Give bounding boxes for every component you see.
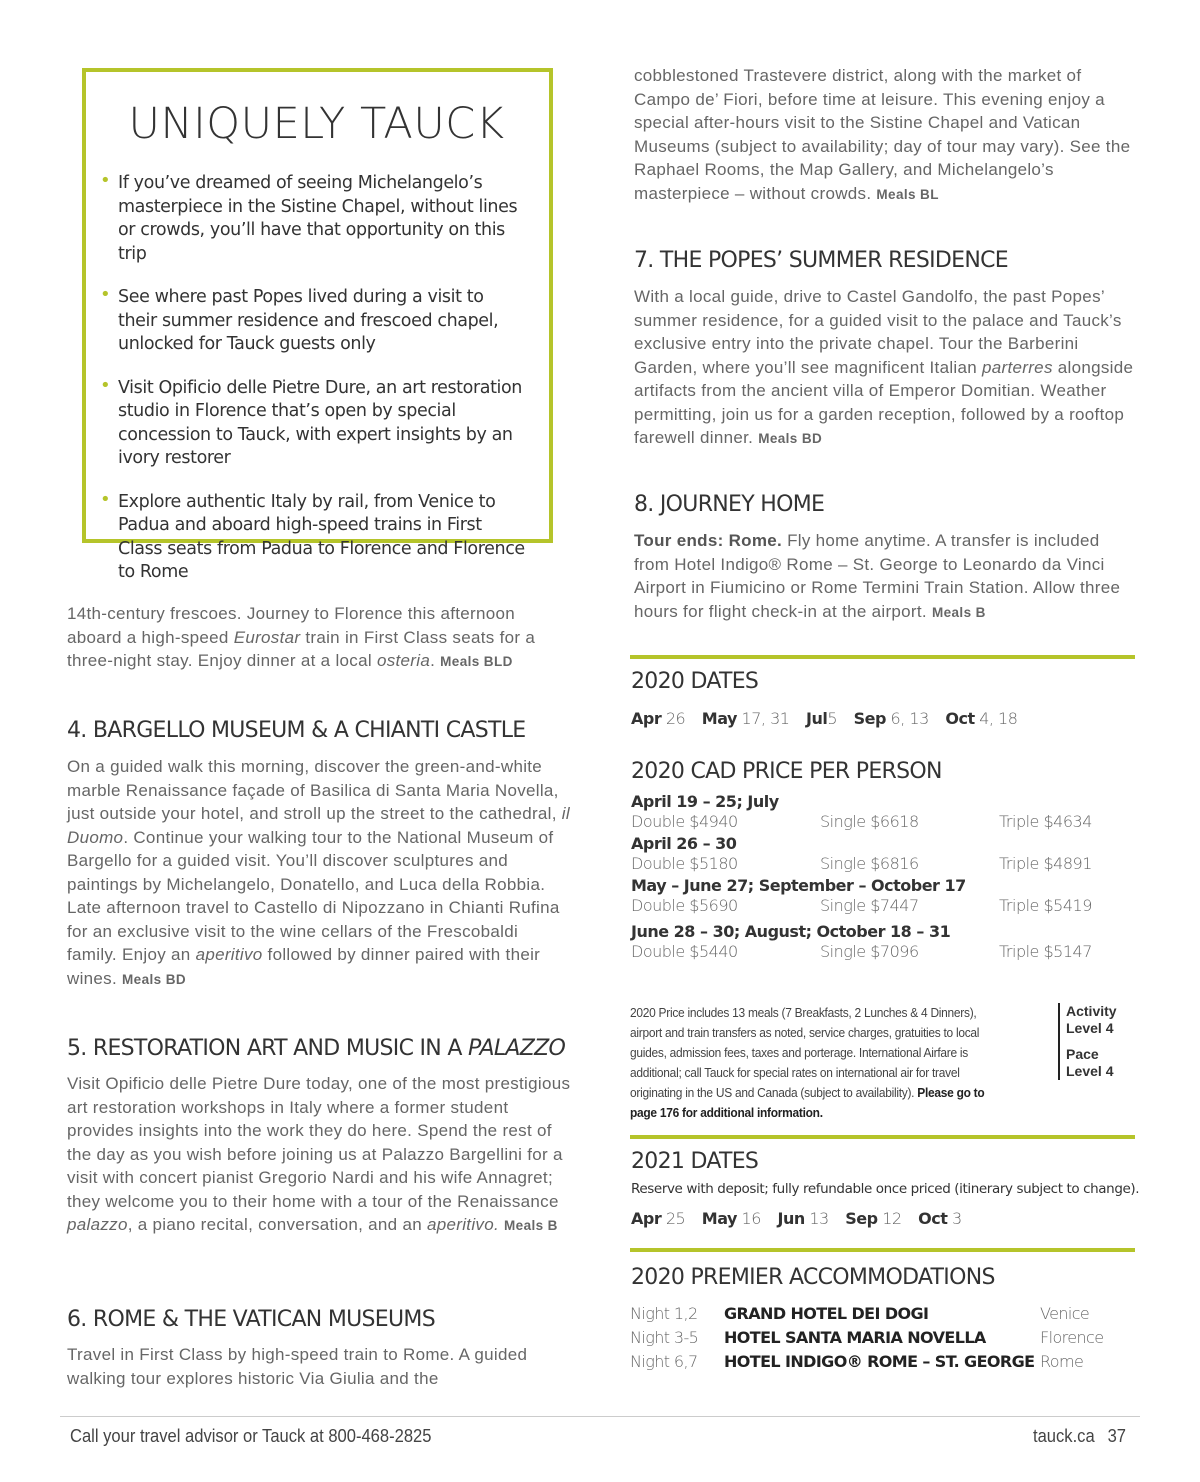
day6-body: Travel in First Class by high-speed train to Rome. A guided walking tour explores historic Via Giulia and the bbox=[67, 1345, 528, 1388]
day7-body: With a local guide, drive to Castel Gandolfo, the past Popes’ summer residence, for a guided visit to the palace and Tauck’s exclusive entry into the private chapel. Tour the Barberini Garden, where you’ll see magnificent Italian parterres alongside artifacts from the ancient villa of Emperor Domitian. Weather permitting, join us for a garden reception, followed by a rooftop farewell dinner. Meals BD bbox=[634, 287, 1134, 447]
bullet-icon: • bbox=[100, 170, 111, 191]
accommodations-table bbox=[630, 1304, 1135, 1376]
day4-body: On a guided walk this morning, discover the green-and-white marble Renaissance façade of Basilica di Santa Maria Novella, just outside your hotel, and stroll up the street to the cathedral, il Duomo. Continue your walking tour to the National Museum of Bargello for a guided visit. You’ll discover sculptures and paintings by Michelangelo, Donatello, and Luca della Robbia. Late afternoon travel to Castello di Nipozzano in Chianti Rufina for an exclusive visit to the wine cellars of the Frescobaldi family. Enjoy an aperitivo followed by dinner paired with their wines. Meals BD bbox=[67, 757, 570, 988]
day6-continuation: cobblestoned Trastevere district, along with the market of Campo de’ Fiori, before time at leisure. This evening enjoy a special after-hours visit to the Sistine Chapel and Vatican Museums (subject to availability; day of tour may vary). See the Raphael Rooms, the Map Gallery, and Michelangelo’s masterpiece – without crowds. Meals BL bbox=[634, 66, 1131, 203]
day5-body: Visit Opificio delle Pietre Dure today, one of the most prestigious art restoration workshops in Italy where a former student provides insights into the work they do here. Spend the rest of the day as you wish before joining us at Palazzo Bargellini for a visit with concert pianist Gregorio Nardi and his wife Annagret; they welcome you to their home with a tour of the Renaissance palazzo, a piano recital, conversation, and an aperitivo. Meals B bbox=[67, 1074, 571, 1234]
meals-label: Meals BLD bbox=[440, 654, 513, 669]
meals-label: Meals B bbox=[931, 604, 986, 620]
day6-heading: 6. ROME & THE VATICAN MUSEUMS bbox=[67, 1307, 435, 1332]
footer-site bbox=[1033, 1426, 1126, 1447]
meals-label: Meals BD bbox=[758, 431, 823, 446]
price-table bbox=[631, 792, 1111, 964]
price-period: April 26 – 30 bbox=[631, 834, 737, 853]
list-item: • If you’ve dreamed of seeing Michelangelo’s masterpiece in the Sistine Chapel, without lines or crowds, you’ll have that opportunity on this trip bbox=[100, 170, 518, 264]
list-item: • Visit Opificio delle Pietre Dure, an art restoration studio in Florence that’s open by special concession to Tauck, with expert insights by an ivory restorer bbox=[100, 374, 522, 468]
table-row: Double $5690 Single $7447 Triple $5419 bbox=[631, 896, 1092, 915]
dates-2021-heading: 2021 DATES bbox=[631, 1149, 759, 1174]
table-row: Night 3-5 HOTEL SANTA MARIA NOVELLA Florence bbox=[630, 1328, 1104, 1347]
bullet-icon: • bbox=[100, 284, 111, 305]
uniquely-tauck-title: UNIQUELY TAUCK bbox=[128, 99, 505, 149]
activity-pace-level: Activity Level 4 Pace Level 4 bbox=[1058, 1003, 1128, 1080]
uniquely-tauck-list bbox=[100, 172, 525, 585]
list-item: • Explore authentic Italy by rail, from Venice to Padua and aboard high-speed trains in First Class seats from Padua to Florence and Florence to Rome bbox=[100, 488, 525, 582]
day3-continuation: 14th-century frescoes. Journey to Florence this afternoon aboard a high-speed Eurostar train in First Class seats for a three-night stay. Enjoy dinner at a local osteria. Meals BLD bbox=[67, 604, 536, 670]
footer-divider bbox=[60, 1416, 1140, 1417]
dates-2021-note: Reserve with deposit; fully refundable once priced (itinerary subject to change). bbox=[631, 1181, 1140, 1197]
table-row: Double $5180 Single $6816 Triple $4891 bbox=[631, 854, 1092, 873]
section-divider bbox=[630, 655, 1135, 659]
page-number: 37 bbox=[1107, 1426, 1126, 1446]
section-divider bbox=[630, 1135, 1135, 1139]
table-row: Double $5440 Single $7096 Triple $5147 bbox=[631, 942, 1092, 961]
section-divider bbox=[630, 1248, 1135, 1252]
bullet-icon: • bbox=[100, 374, 111, 396]
bullet-icon: • bbox=[100, 488, 111, 510]
dates-2021-list: Apr 25 May 16 Jun 13 Sep 12 Oct 3 bbox=[631, 1209, 962, 1228]
dates-2020-list: Apr 26 May 17, 31 Jul5 Sep 6, 13 Oct 4, 18 bbox=[631, 709, 1018, 728]
price-fine-print: 2020 Price includes 13 meals (7 Breakfasts, 2 Lunches & 4 Dinners), airport and train transfers as noted, service charges, gratuities to local guides, admission fees, taxes and porterage. International Airfare is additional; call Tauck for special rates on international air for travel originating in the US and Canada (subject to availability). Please go to page 176 for additional information. bbox=[630, 1005, 985, 1120]
day7-heading: 7. THE POPES’ SUMMER RESIDENCE bbox=[634, 248, 1008, 273]
footer-call-text: Call your travel advisor or Tauck at 800-468-2825 bbox=[70, 1426, 432, 1446]
accommodations-heading: 2020 PREMIER ACCOMMODATIONS bbox=[631, 1265, 995, 1290]
day8-heading: 8. JOURNEY HOME bbox=[634, 492, 825, 517]
day5-heading: 5. RESTORATION ART AND MUSIC IN A PALAZZO bbox=[67, 1036, 566, 1061]
price-period: June 28 – 30; August; October 18 – 31 bbox=[631, 922, 951, 941]
day8-body: Tour ends: Rome. Fly home anytime. A transfer is included from Hotel Indigo® Rome – St. George to Leonardo da Vinci Airport in Fiumicino or Rome Termini Train Station. Allow three hours for flight check-in at the airport. Meals B bbox=[634, 531, 1121, 621]
list-item: • See where past Popes lived during a visit to their summer residence and frescoed chapel, unlocked for Tauck guests only bbox=[100, 284, 499, 354]
meals-label: Meals BL bbox=[876, 186, 939, 202]
table-row: Night 6,7 HOTEL INDIGO® ROME – ST. GEORGE Rome bbox=[630, 1352, 1084, 1371]
price-period: May – June 27; September – October 17 bbox=[631, 876, 966, 895]
meals-label: Meals BD bbox=[122, 971, 187, 987]
price-period: April 19 – 25; July bbox=[631, 792, 779, 811]
price-heading: 2020 CAD PRICE PER PERSON bbox=[631, 759, 942, 784]
dates-2020-heading: 2020 DATES bbox=[631, 669, 759, 694]
table-row: Night 1,2 GRAND HOTEL DEI DOGI Venice bbox=[630, 1304, 1090, 1323]
table-row: Double $4940 Single $6618 Triple $4634 bbox=[631, 812, 1092, 831]
site-link[interactable]: tauck.ca bbox=[1033, 1426, 1095, 1446]
day4-heading: 4. BARGELLO MUSEUM & A CHIANTI CASTLE bbox=[67, 718, 526, 743]
uniquely-tauck-box bbox=[82, 68, 553, 582]
meals-label: Meals B bbox=[504, 1218, 558, 1233]
